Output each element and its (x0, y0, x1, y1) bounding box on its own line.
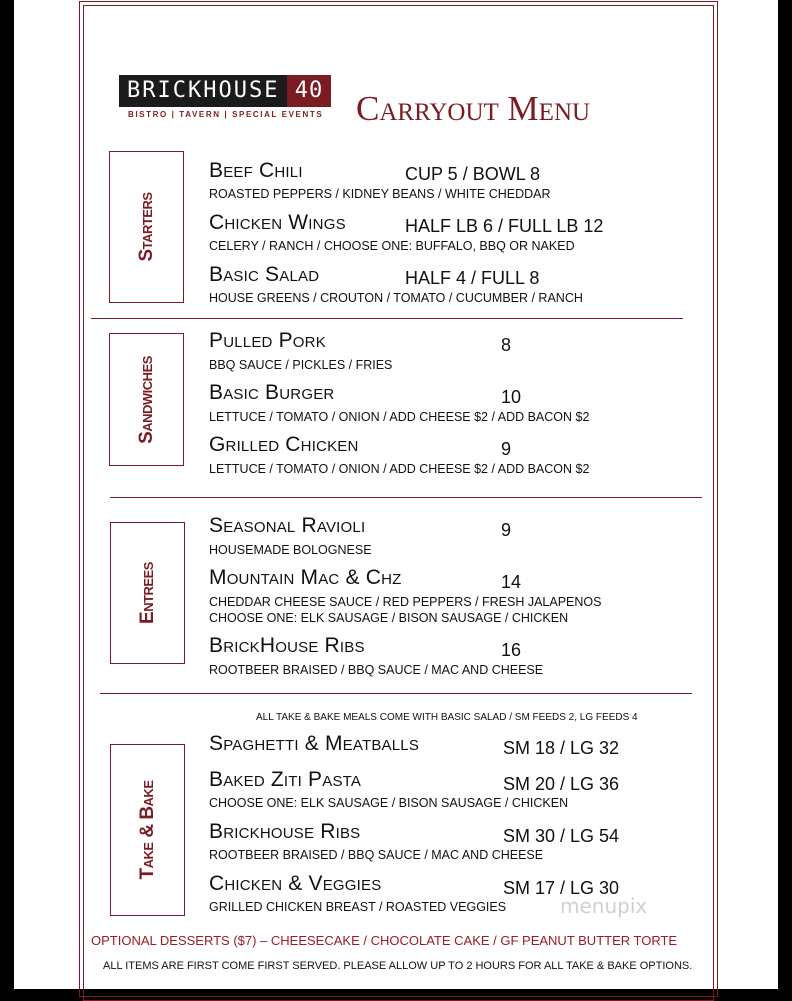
item-name: BrickHouse Ribs (209, 634, 365, 657)
item-description: GRILLED CHICKEN BREAST / ROASTED VEGGIES (209, 900, 507, 914)
item-name: Mountain Mac & Chz (209, 566, 402, 589)
item-description: ROOTBEER BRAISED / BBQ SAUCE / MAC AND CHEESE (209, 848, 544, 862)
item-price: SM 20 / LG 36 (503, 774, 620, 794)
item-price: SM 17 / LG 30 (503, 878, 620, 898)
item-description: BBQ SAUCE / PICKLES / FRIES (209, 358, 393, 372)
item-price: 10 (501, 387, 522, 407)
logo-number: 40 (287, 75, 331, 107)
desserts-line: OPTIONAL DESSERTS ($7) – CHEESECAKE / CHOCOLATE CAKE / GF PEANUT BUTTER TORTE (91, 933, 678, 948)
take-and-bake-note: ALL TAKE & BAKE MEALS COME WITH BASIC SALAD / SM FEEDS 2, LG FEEDS 4 (256, 712, 638, 723)
item-price: 14 (501, 572, 522, 592)
brand-logo (119, 75, 331, 107)
category-take-and-bake (110, 744, 185, 916)
watermark: menupix (560, 894, 648, 918)
footer-note: ALL ITEMS ARE FIRST COME FIRST SERVED. PLEASE ALLOW UP TO 2 HOURS FOR ALL TAKE & BAKE OPTIONS. (103, 960, 693, 972)
item-description: CHOOSE ONE: ELK SAUSAGE / BISON SAUSAGE / CHICKEN (209, 611, 569, 625)
item-description: LETTUCE / TOMATO / ONION / ADD CHEESE $2 / ADD BACON $2 (209, 410, 590, 424)
category-label: Take & Bake (136, 780, 158, 880)
item-name: Basic Burger (209, 381, 335, 404)
item-description: HOUSEMADE BOLOGNESE (209, 543, 372, 557)
item-price: CUP 5 / BOWL 8 (405, 164, 541, 184)
item-price: HALF 4 / FULL 8 (405, 268, 540, 288)
item-description: HOUSE GREENS / CROUTON / TOMATO / CUCUMBER / RANCH (209, 291, 583, 305)
logo-name: BRICKHOUSE (127, 78, 280, 103)
item-price: SM 30 / LG 54 (503, 826, 620, 846)
item-description: ROASTED PEPPERS / KIDNEY BEANS / WHITE CHEDDAR (209, 187, 551, 201)
category-entrees (110, 522, 185, 664)
category-starters (109, 151, 184, 303)
category-label: Sandwiches (135, 355, 157, 444)
item-price: SM 18 / LG 32 (503, 738, 620, 758)
section-divider (110, 497, 702, 498)
item-description: CHOOSE ONE: ELK SAUSAGE / BISON SAUSAGE / CHICKEN (209, 796, 569, 810)
item-price: 9 (501, 439, 512, 459)
item-name: Beef Chili (209, 159, 303, 182)
item-price: HALF LB 6 / FULL LB 12 (405, 216, 604, 236)
item-name: Chicken & Veggies (209, 872, 382, 895)
item-price: 8 (501, 335, 512, 355)
item-name: Chicken Wings (209, 211, 346, 234)
item-name: Pulled Pork (209, 329, 326, 352)
item-name: Grilled Chicken (209, 433, 359, 456)
item-description: CHEDDAR CHEESE SAUCE / RED PEPPERS / FRESH JALAPENOS (209, 595, 602, 609)
section-divider (91, 318, 683, 319)
category-label: Entrees (136, 562, 158, 624)
section-divider (100, 693, 692, 694)
page-title: Carryout Menu (356, 89, 591, 128)
logo-tagline: BISTRO | TAVERN | SPECIAL EVENTS (128, 110, 324, 119)
item-name: Spaghetti & Meatballs (209, 732, 420, 755)
category-sandwiches (109, 333, 184, 466)
item-description: ROOTBEER BRAISED / BBQ SAUCE / MAC AND CHEESE (209, 663, 544, 677)
item-name: Basic Salad (209, 263, 320, 286)
item-name: Brickhouse Ribs (209, 820, 361, 843)
item-description: CELERY / RANCH / CHOOSE ONE: BUFFALO, BBQ OR NAKED (209, 239, 575, 253)
item-price: 9 (501, 520, 512, 540)
item-description: LETTUCE / TOMATO / ONION / ADD CHEESE $2 / ADD BACON $2 (209, 462, 590, 476)
item-price: 16 (501, 640, 522, 660)
item-name: Baked Ziti Pasta (209, 768, 362, 791)
category-label: Starters (135, 192, 157, 262)
item-name: Seasonal Ravioli (209, 514, 366, 537)
